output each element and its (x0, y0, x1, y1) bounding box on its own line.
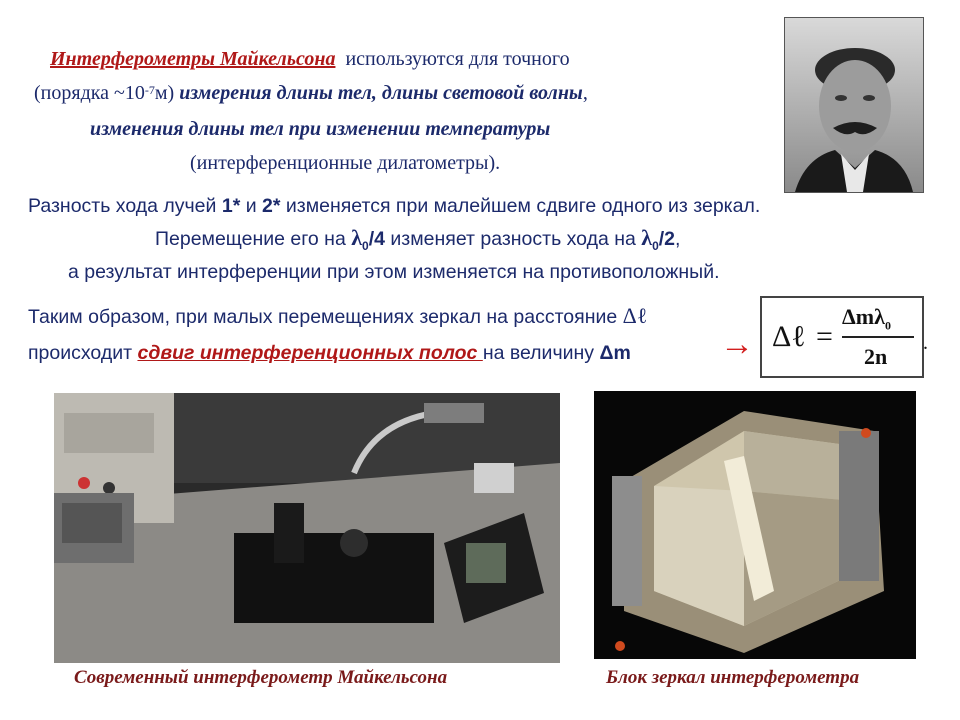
formula-numerator (842, 304, 891, 338)
half: /2 (658, 228, 676, 250)
caption-mirror-block: Блок зеркал интерферометра (606, 667, 860, 688)
quarter: /4 (368, 228, 385, 250)
arrow-icon: → (720, 326, 754, 363)
modern-interferometer-photo (54, 393, 560, 663)
ray-1-label: 1* (221, 195, 241, 217)
ray-2-label: 2* (262, 195, 281, 217)
para2-l2-c: изменяет разность хода на (384, 228, 642, 250)
formula-equals: = (816, 320, 833, 353)
para2-l2-e: , (675, 228, 681, 250)
intro-paren: (порядка (34, 82, 115, 104)
formula-denominator: 2n (864, 344, 888, 369)
lambda-sub-2: 0 (652, 238, 659, 253)
intro-text-1: используются для точного (335, 48, 570, 70)
michelson-interferometers-link[interactable]: Интерферометры Майкельсона (50, 48, 336, 70)
para3-text-1: Таким образом, при малых перемещениях зеркал на расстояние (28, 306, 623, 328)
intro-exp: -7 (144, 83, 155, 97)
intro-bold-1: измерения длины тел, длины световой волны (179, 82, 583, 104)
mirror-block-image (594, 391, 916, 659)
para3-line-1 (28, 303, 647, 330)
formula-dot: . (923, 332, 928, 354)
lambda-sub: 0 (362, 238, 369, 253)
portrait-image (785, 18, 923, 192)
para2-text-a: Разность хода лучей (28, 195, 222, 217)
para2-line-2 (155, 225, 680, 259)
para3-line-2 (28, 340, 631, 366)
para3-text-2a: происходит (28, 342, 138, 364)
intro-comma: , (582, 82, 588, 104)
formula-box (760, 296, 924, 378)
fringe-shift-link[interactable]: сдвиг интерференционных полос (137, 342, 483, 364)
para2-line-3: а результат интерференции при этом изменяется на противоположный. (68, 261, 720, 283)
para2-text-e: изменяется при малейшем сдвиге одного из зеркал. (280, 195, 761, 217)
intro-tilde: ~ (114, 82, 125, 104)
intro-ten: 10 (124, 82, 145, 104)
fraction-bar (842, 336, 914, 338)
para3-text-2b: на величину (482, 342, 600, 364)
intro-line-1 (50, 46, 570, 72)
lambda-symbol-2: λ (641, 225, 653, 250)
para2-text-c: и (240, 195, 263, 217)
lambda-symbol: λ (351, 225, 363, 250)
delta-ell: Δℓ (622, 303, 648, 328)
formula-num-text: Δmλ (842, 304, 885, 329)
caption-modern-interferometer: Современный интерферометр Майкельсона (74, 667, 448, 688)
intro-unit: м) (154, 82, 180, 104)
formula-num-sub: 0 (884, 318, 891, 333)
para2-l2-a: Перемещение его на (155, 228, 352, 250)
intro-line-2 (34, 80, 588, 106)
intro-line-4: (интерференционные дилатометры). (190, 152, 501, 174)
para2-line-1 (28, 193, 760, 219)
mirror-block-photo (594, 391, 916, 659)
michelson-portrait (784, 17, 924, 193)
intro-line-3: изменения длины тел при изменении температуры (90, 118, 551, 140)
formula-lhs: Δℓ (772, 320, 806, 353)
delta-m: Δm (599, 342, 631, 364)
interferometer-photo-image (54, 393, 560, 663)
